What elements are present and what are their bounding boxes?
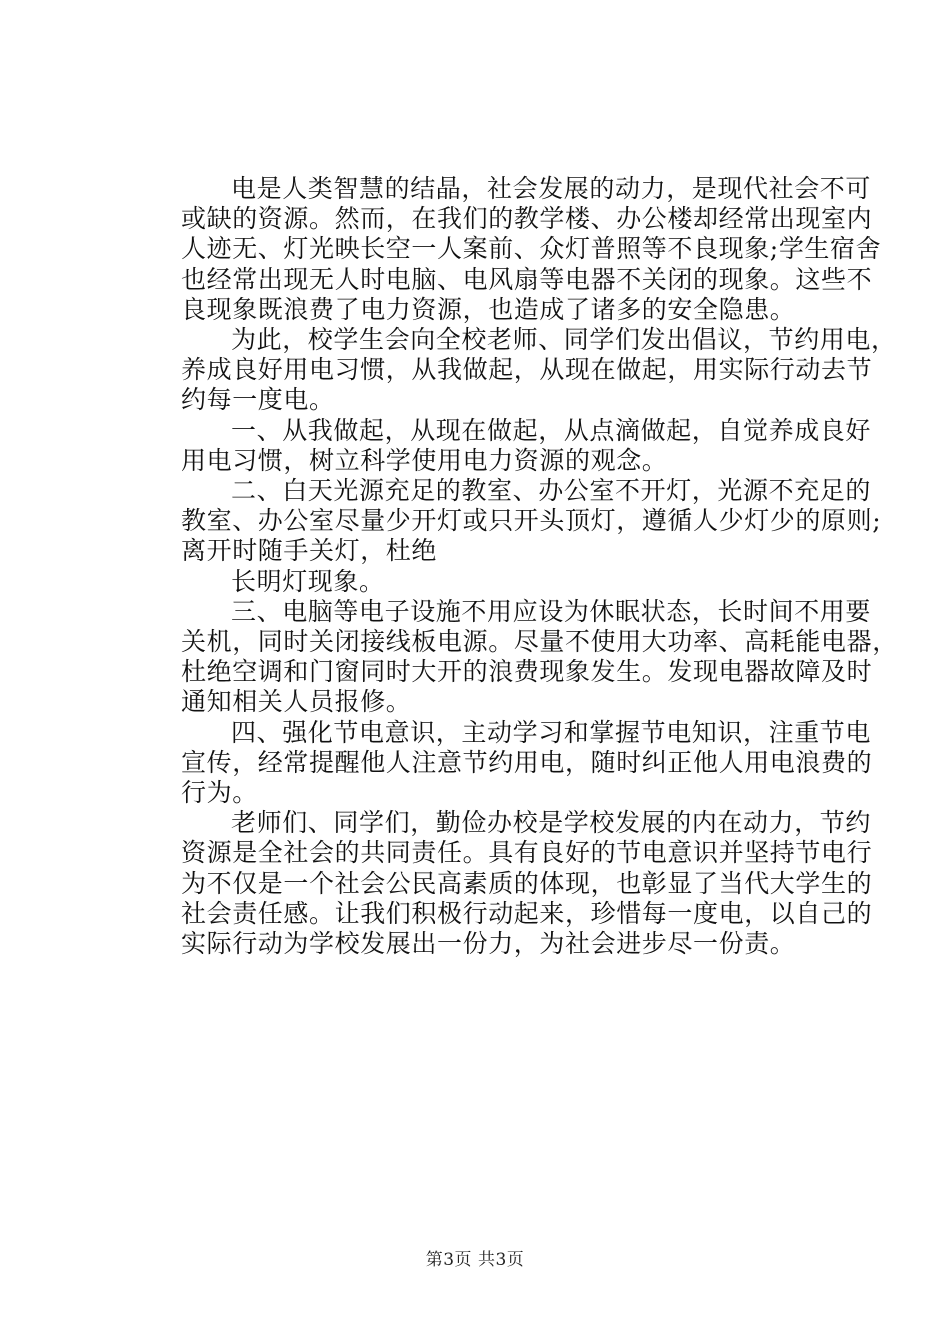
text-line: 或缺的资源。然而，在我们的教学楼、办公楼却经常出现室内 <box>181 204 873 234</box>
text-line: 一、从我做起，从现在做起，从点滴做起，自觉养成良好 <box>231 415 872 445</box>
text-line: 用电习惯，树立科学使用电力资源的观念。 <box>181 445 668 475</box>
text-line: 养成良好用电习惯，从我做起，从现在做起，用实际行动去节 <box>181 355 873 385</box>
text-line: 为此，校学生会向全校老师、同学们发出倡议，节约用电， <box>231 325 897 355</box>
text-line: 良现象既浪费了电力资源，也造成了诸多的安全隐患。 <box>181 294 796 324</box>
text-line: 通知相关人员报修。 <box>181 687 412 717</box>
text-line: 离开时随手关灯，杜绝 <box>181 536 438 566</box>
paragraph-item-2-continued <box>131 567 831 597</box>
text-line: 社会责任感。让我们积极行动起来，珍惜每一度电，以自己的 <box>181 898 873 928</box>
text-line: 关机，同时关闭接线板电源。尽量不使用大功率、高耗能电器， <box>181 627 898 657</box>
text-line: 约每一度电。 <box>181 385 335 415</box>
document-body <box>131 174 898 959</box>
text-line: 也经常出现无人时电脑、电风扇等电器不关闭的现象。这些不 <box>181 264 873 294</box>
text-line: 资源是全社会的共同责任。具有良好的节电意识并坚持节电行 <box>181 838 873 868</box>
text-line: 行为。 <box>181 778 258 808</box>
text-line: 老师们、同学们，勤俭办校是学校发展的内在动力，节约 <box>231 808 872 838</box>
paragraph-closing <box>131 808 873 959</box>
paragraph-intro <box>131 174 882 325</box>
paragraph-item-2 <box>131 476 882 567</box>
text-line: 二、白天光源充足的教室、办公室不开灯，光源不充足的 <box>231 476 872 506</box>
text-line: 实际行动为学校发展出一份力，为社会进步尽一份责。 <box>181 929 796 959</box>
text-line: 教室、办公室尽量少开灯或只开头顶灯，遵循人少灯少的原则; <box>181 506 882 536</box>
page-footer: 第3页 共3页 <box>425 1250 525 1270</box>
paragraph-item-4 <box>131 717 873 809</box>
text-line: 杜绝空调和门窗同时大开的浪费现象发生。发现电器故障及时 <box>181 657 873 687</box>
text-line: 三、电脑等电子设施不用应设为休眠状态，长时间不用要 <box>231 596 872 626</box>
text-line: 四、强化节电意识，主动学习和掌握节电知识，注重节电 <box>231 717 872 747</box>
text-line: 宣传，经常提醒他人注意节约用电，随时纠正他人用电浪费的 <box>181 747 873 777</box>
paragraph-item-1 <box>131 415 872 476</box>
text-line: 为不仅是一个社会公民高素质的体现，也彰显了当代大学生的 <box>181 868 873 898</box>
text-line: 长明灯现象。 <box>231 566 385 596</box>
paragraph-item-3 <box>131 596 898 718</box>
paragraph-proposal <box>131 325 897 416</box>
text-line: 电是人类智慧的结晶，社会发展的动力，是现代社会不可 <box>231 174 872 203</box>
text-line: 人迹无、灯光映长空一人案前、众灯普照等不良现象;学生宿舍 <box>181 234 882 264</box>
